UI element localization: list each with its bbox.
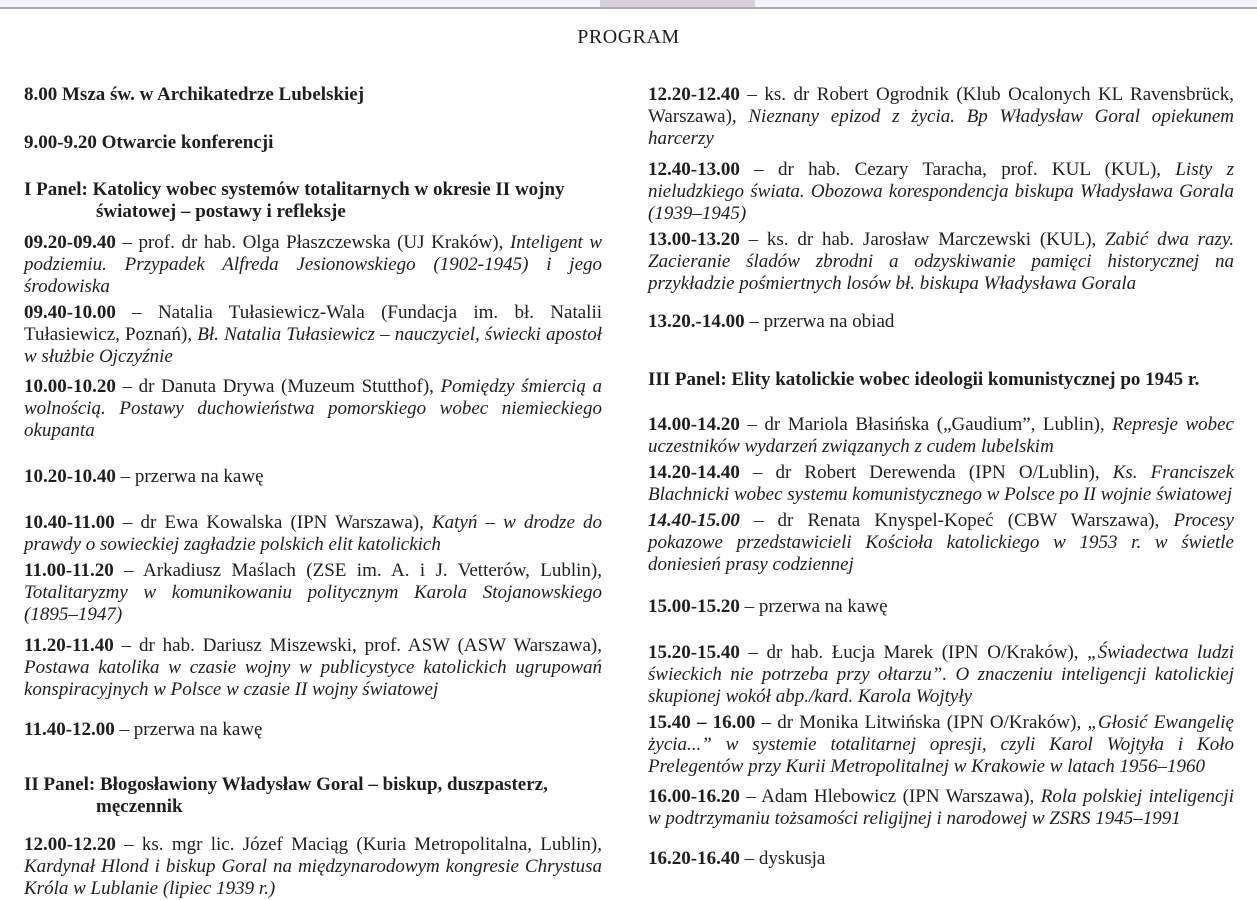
break-entry — [648, 311, 1234, 333]
program-entry — [648, 414, 1234, 458]
program-entry — [24, 84, 602, 106]
entry-time: 12.20-12.40 — [648, 84, 740, 105]
entry-title: Pomiędzy śmiercią a wolnością. Postawy duchowieństwa pomorskiego wobec niemieckiego okupanta — [24, 376, 602, 441]
entry-text: – dyskusja — [744, 848, 826, 869]
entry-time: 15.00-15.20 — [648, 596, 740, 617]
entry-speaker: – dr Monika Litwińska (IPN O/Kraków), — [761, 712, 1088, 733]
program-entry — [648, 84, 1234, 150]
entry-time: 12.00-12.20 — [24, 834, 116, 855]
panel-heading: I Panel: Katolicy wobec systemów totalitarnych w okresie II wojny światowej – postawy i refleksje — [24, 179, 565, 222]
program-entry — [24, 376, 602, 442]
page-title: PROGRAM — [577, 26, 680, 48]
entry-time: 09.20-09.40 — [24, 232, 116, 253]
entry-title: Bł. Natalia Tułasiewicz – nauczyciel, świecki apostoł w służbie Ojczyźnie — [24, 324, 602, 367]
entry-speaker: – prof. dr hab. Olga Płaszczewska (UJ Kraków), — [122, 232, 510, 253]
entry-text: Otwarcie konferencji — [101, 132, 274, 153]
entry-title: Katyń – w drodze do prawdy o sowieckiej zagładzie polskich elit katolickich — [24, 512, 602, 555]
entry-time: 15.40 – 16.00 — [648, 712, 756, 733]
entry-time: 14.40-15.00 — [648, 510, 740, 531]
program-entry — [24, 635, 602, 701]
entry-time: 11.00-11.20 — [24, 560, 114, 581]
entry-title: Listy z nieludzkiego świata. Obozowa korespondencja biskupa Władysława Gorala (1939–1945) — [648, 159, 1234, 224]
entry-title: Inteligent w podziemiu. Przypadek Alfreda Jesionowskiego (1902-1945) i jego środowiska — [24, 232, 603, 297]
entry-title: Nieznany epizod z życia. Bp Władysław Goral opiekunem harcerzy — [648, 106, 1234, 149]
entry-speaker: – dr hab. Łucja Marek (IPN O/Kraków), — [748, 642, 1088, 663]
program-entry — [648, 786, 1234, 830]
entry-title: „Głosić Ewangelię życia...” w systemie totalitarnej opresji, czyli Karol Wojtyła i Koło Prelegentów przy Kurii Metropolitalnej w Krakowie w latach 1956–1960 — [648, 712, 1234, 777]
program-entry — [24, 834, 602, 900]
program-entry — [648, 229, 1234, 295]
entry-time: 11.20-11.40 — [24, 635, 114, 656]
break-entry — [648, 596, 1234, 618]
panel-heading: III Panel: Elity katolickie wobec ideologii komunistycznej po 1945 r. — [648, 369, 1200, 390]
entry-text: – przerwa na kawę — [120, 466, 264, 487]
program-entry — [24, 132, 602, 154]
program-entry — [648, 159, 1234, 225]
entry-title: Procesy pokazowe przedstawicieli Kościoła katolickiego w 1953 r. w świetle doniesień prasy codziennej — [648, 510, 1234, 575]
entry-time: 15.20-15.40 — [648, 642, 740, 663]
entry-time: 14.20-14.40 — [648, 462, 740, 483]
program-entry — [24, 560, 602, 626]
program-entry — [648, 510, 1234, 576]
program-entry — [648, 712, 1234, 778]
break-entry — [648, 848, 1234, 870]
entry-time: 10.20-10.40 — [24, 466, 116, 487]
entry-time: 09.40-10.00 — [24, 302, 116, 323]
program-column-right — [648, 84, 1234, 870]
entry-speaker: – Adam Hlebowicz (IPN Warszawa), — [746, 786, 1041, 807]
entry-text: – przerwa na kawę — [119, 719, 263, 740]
panel-heading: II Panel: Błogosławiony Władysław Goral – biskup, duszpasterz, męczennik — [24, 774, 548, 817]
entry-speaker: – dr Mariola Błasińska („Gaudium”, Lublin), — [747, 414, 1113, 435]
program-entry — [24, 232, 602, 298]
entry-time: 13.20.-14.00 — [648, 311, 745, 332]
entry-time: 10.00-10.20 — [24, 376, 116, 397]
program-entry — [24, 302, 602, 368]
entry-title: Totalitaryzmy w komunikowaniu politycznym Karola Stojanowskiego (1895–1947) — [24, 582, 602, 625]
entry-title: Ks. Franciszek Blachnicki wobec systemu komunistycznego w Polsce po II wojnie światowej — [648, 462, 1234, 505]
horizontal-scrollbar-thumb[interactable] — [600, 0, 755, 7]
entry-title: „Świadectwa ludzi świeckich nie potrzeba przy ołtarzu”. O znaczeniu inteligencji katolickiej skupionej wokół abp./kard. Karola Wojtyły — [648, 642, 1235, 707]
break-entry — [24, 466, 602, 488]
entry-title: Postawa katolika w czasie wojny w publicystyce katolickich ugrupowań konspiracyjnych w Polsce w czasie II wojny światowej — [24, 657, 602, 700]
entry-time: 14.00-14.20 — [648, 414, 740, 435]
entry-speaker: – ks. dr Robert Ogrodnik (Klub Ocalonych KL Ravensbrück, Warszawa), — [648, 84, 1235, 127]
entry-speaker: – dr Renata Knyspel-Kopeć (CBW Warszawa), — [753, 510, 1174, 531]
entry-time: 10.40-11.00 — [24, 512, 115, 533]
entry-speaker: – dr Danuta Drywa (Muzeum Stutthof), — [122, 376, 441, 397]
program-entry — [24, 512, 602, 556]
entry-speaker: – dr hab. Dariusz Miszewski, prof. ASW (ASW Warszawa), — [121, 635, 603, 656]
entry-time: 12.40-13.00 — [648, 159, 740, 180]
entry-text: – przerwa na kawę — [744, 596, 888, 617]
entry-speaker: – ks. dr hab. Jarosław Marczewski (KUL), — [748, 229, 1106, 250]
program-column-left — [24, 84, 602, 900]
entry-speaker: – dr hab. Cezary Taracha, prof. KUL (KUL), — [754, 159, 1176, 180]
entry-speaker: – ks. mgr lic. Józef Maciąg (Kuria Metropolitalna, Lublin), — [124, 834, 603, 855]
entry-time: 13.00-13.20 — [648, 229, 740, 250]
entry-time: 16.20-16.40 — [648, 848, 740, 869]
entry-speaker: – Natalia Tułasiewicz-Wala (Fundacja im. bł. Natalii Tułasiewicz, Poznań), — [24, 302, 603, 345]
horizontal-scrollbar-track[interactable] — [0, 0, 1257, 9]
program-entry — [648, 462, 1234, 506]
entry-time: 16.00-16.20 — [648, 786, 740, 807]
entry-text: Msza św. w Archikatedrze Lubelskiej — [62, 84, 365, 105]
entry-time: 8.00 — [24, 84, 58, 105]
entry-title: Rola polskiej inteligencji w podtrzymaniu tożsamości religijnej i narodowej w ZSRS 1945–1991 — [648, 786, 1234, 829]
entry-title: Represje wobec uczestników wydarzeń związanych z cudem lubelskim — [648, 414, 1234, 457]
entry-speaker: – Arkadiusz Maślach (ZSE im. A. i J. Vetterów, Lublin), — [124, 560, 603, 581]
entry-text: – przerwa na obiad — [749, 311, 895, 332]
program-entry — [648, 642, 1234, 708]
entry-title: Kardynał Hlond i biskup Goral na międzynarodowym kongresie Chrystusa Króla w Lublanie (lipiec 1939 r.) — [24, 856, 602, 899]
break-entry — [24, 719, 602, 741]
entry-speaker: – dr Ewa Kowalska (IPN Warszawa), — [122, 512, 432, 533]
entry-speaker: – dr Robert Derewenda (IPN O/Lublin), — [752, 462, 1113, 483]
entry-time: 9.00-9.20 — [24, 132, 97, 153]
entry-title: Zabić dwa razy. Zacieranie śladów zbrodni a odzyskiwanie pamięci historycznej na przykładzie pośmiertnych losów bł. biskupa Władysława Gorala — [648, 229, 1235, 294]
entry-time: 11.40-12.00 — [24, 719, 115, 740]
